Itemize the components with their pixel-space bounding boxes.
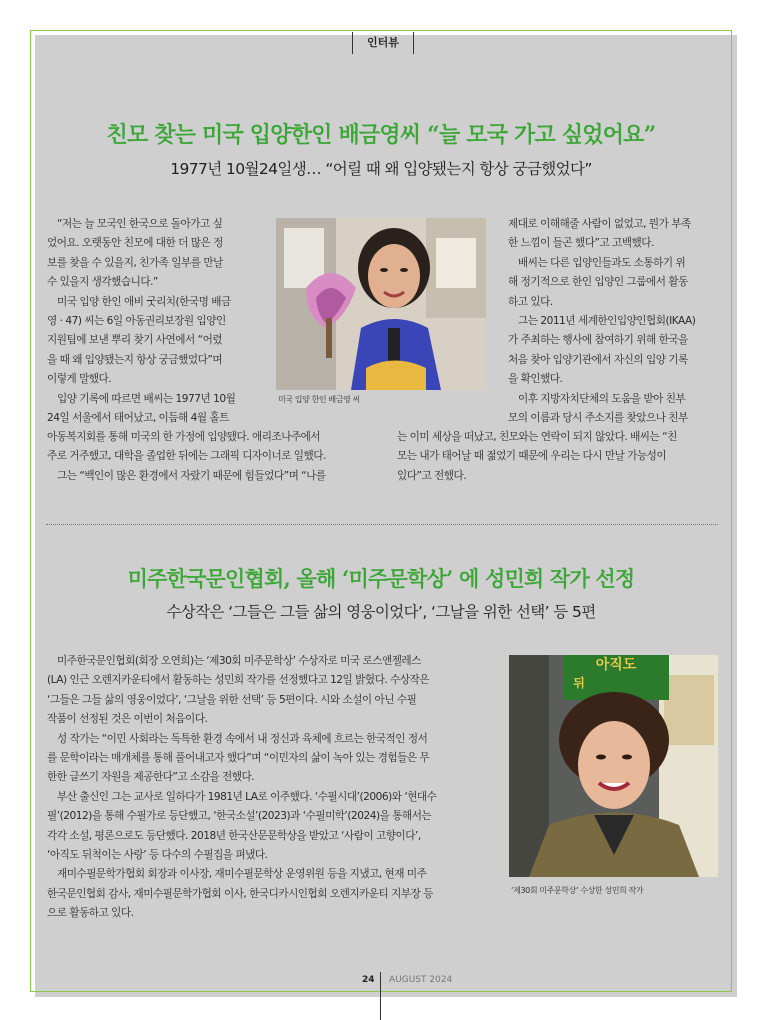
article2-body [47,652,487,923]
text-line: 부산 출신인 그는 교사로 일하다가 1981년 LA로 이주했다. ‘수필시대’(2006)와 ‘현대수 [57,790,437,803]
text-line: 제대로 이해해줄 사람이 없었고, 뭔가 부족 [508,218,691,230]
page-number: 24 [362,975,375,985]
text-line: 이렇게 말했다. [47,373,112,386]
text-line: 처음 찾아 입양기관에서 자신의 입양 기록 [508,353,688,366]
text-line: ‘그들은 그들 삶의 영웅이었다’, ‘그날을 위한 선택’ 등 5편이다. 시와 소설이 아닌 수필 [47,693,417,706]
author-portrait-image [509,655,718,877]
text-line: 영 · 47) 씨는 6일 아동권리보장원 입양인 [47,314,226,327]
text-line: 그는 2011년 세계한인입양인협회(IKAA) [518,314,696,327]
text-line: 성 작가는 “이민 사회라는 독특한 환경 속에서 내 정신과 육체에 흐르는 한국적인 정서 [57,732,428,745]
text-line: 24일 서울에서 태어났고, 이듬해 4월 홀트 [47,411,229,424]
text-line: 작품이 선정된 것은 이번이 처음이다. [47,713,208,726]
text-line: 으로 활동하고 있다. [47,907,134,920]
text-line: 배씨는 다른 입양인들과도 소통하기 위 [518,256,686,269]
book-cover-title-2: 뒤 [573,676,585,690]
woman-portrait-image [276,218,486,390]
article2-photo [509,655,718,877]
text-line: 해 정기적으로 한인 입양인 그룹에서 활동 [508,276,688,289]
text-line: 가 주최하는 행사에 참여하기 위해 한국을 [508,334,688,347]
text-line: 미국 입양 한인 애비 굿리치(한국명 배금 [57,295,231,308]
text-line: 있다”고 전했다. [397,469,467,482]
text-line: 모는 내가 태어날 때 젊었기 때문에 우리는 다시 만날 가능성이 [397,450,667,463]
text-line: 을 확인했다. [508,373,563,386]
text-line: 하고 있다. [508,295,553,308]
text-line: 한한 글쓰기 자원을 제공한다”고 소감을 전했다. [47,771,255,784]
text-line: 는 이미 세상을 떠났고, 친모와는 연락이 되지 않았다. 배씨는 “친 [397,431,677,443]
text-line: 을 때 왜 입양됐는지 항상 궁금했었다”며 [47,353,223,366]
text-line: 를 문학이라는 매개체를 통해 풀어내고자 했다”며 “이민자의 삶이 녹아 있는 경험들은 무 [47,751,430,764]
article2-subtitle: 수상작은 ‘그들은 그들 삶의 영웅이었다’, ‘그날을 위한 선택’ 등 5편 [166,603,596,621]
text-line: (LA) 인근 오렌지카운티에서 활동하는 성민희 작가를 선정했다고 12일 밝혔다. 수상작은 [47,674,430,687]
article1-title: 친모 찾는 미국 입양한인 배금영씨 “늘 모국 가고 싶었어요” [106,122,656,148]
article2-title: 미주한국문인협회, 올해 ‘미주문학상’ 에 성민희 작가 선정 [127,566,635,591]
text-line: 미주한국문인협회(회장 오연희)는 ‘제30회 미주문학상’ 수상자로 미국 로스앤젤레스 [57,655,421,667]
section-tag: 인터뷰 [352,32,414,54]
footer-divider [380,972,381,1020]
text-line: 모의 이름과 당시 주소지를 찾았으나 친부 [508,411,688,424]
text-line: 필’(2012)을 통해 수필가로 등단했고, ‘한국소설’(2023)과 ‘수필미학’(2024)을 통해서는 [47,810,432,823]
text-line: 각각 소설, 평론으로도 등단했다. 2018년 한국산문문학상을 받았고 ‘사람이 고향이다’, [47,829,421,842]
text-line: 주로 거주했고, 대학을 졸업한 뒤에는 그래픽 디자이너로 일했다. [47,450,326,463]
book-cover-title: 아직도 [595,657,637,673]
article1-photo-caption: 미국 입양 한인 배금영 씨 [278,395,360,404]
text-line: 지원팀에 보낸 뿌리 찾기 사연에서 “어렸 [47,334,223,347]
text-line: 입양 기록에 따르면 배씨는 1977년 10월 [57,392,236,405]
text-line: 수 있을지 생각했습니다.” [47,276,158,289]
text-line: 한국문인협회 감사, 재미수필문학가협회 이사, 한국디카시인협회 오렌지카운티 지부장 등 [47,887,433,900]
text-line: 이후 지방자치단체의 도움을 받아 친부 [518,392,686,405]
text-line: 보를 찾을 수 있을지, 친가족 일부를 만날 [47,256,223,269]
issue-label: AUGUST 2024 [389,975,453,985]
text-line: 었어요. 오랫동안 친모에 대한 더 많은 정 [47,237,223,250]
text-line: 아동복지회를 통해 미국의 한 가정에 입양됐다. 애리조나주에서 [47,431,321,443]
text-line: ‘아직도 뒤척이는 사랑’ 등 다수의 수필집을 펴냈다. [47,848,268,861]
article1-photo [276,218,486,390]
text-line: 그는 “백인이 많은 환경에서 자랐기 때문에 힘들었다”며 “나를 [57,469,326,482]
article1-spanning-right [397,428,718,486]
article1-column-1 [47,215,262,428]
article1-subtitle: 1977년 10월24일생… “어릴 때 왜 입양됐는지 항상 궁금했었다” [170,160,592,178]
text-line: 재미수필문학가협회 회장과 이사장, 재미수필문학상 운영위원 등을 지냈고, 현재 미주 [57,868,427,881]
article1-column-3 [508,215,718,428]
article1-spanning-left [47,428,365,486]
article-divider [46,524,718,525]
text-line: “저는 늘 모국인 한국으로 돌아가고 싶 [57,218,223,230]
article2-photo-caption: ‘제30회 미주문학상’ 수상한 성민희 작가 [511,886,644,895]
text-line: 한 느낌이 들곤 했다”고 고백했다. [508,237,654,250]
